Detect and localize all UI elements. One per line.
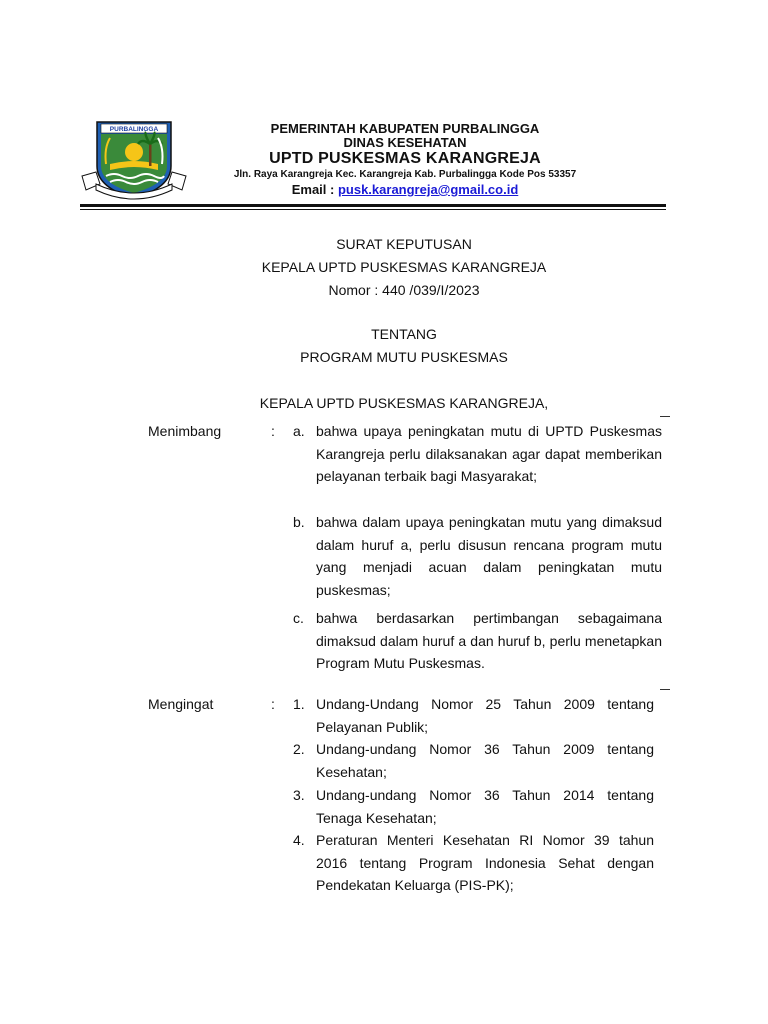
document-type: SURAT KEPUTUSAN	[336, 236, 472, 252]
margin-mark	[660, 689, 670, 690]
mengingat-label: Mengingat	[148, 696, 214, 712]
mengingat-marker-1: 1.	[293, 696, 305, 712]
menimbang-marker-b: b.	[293, 514, 305, 530]
letterhead-divider-thin	[80, 209, 666, 210]
letterhead-government: PEMERINTAH KABUPATEN PURBALINGGA	[270, 121, 540, 136]
menimbang-marker-c: c.	[293, 610, 304, 626]
logo-band-text: PURBALINGGA	[109, 126, 159, 133]
letterhead-address: Jln. Raya Karangreja Kec. Karangreja Kab. Purbalingga Kode Pos 53357	[233, 169, 577, 180]
letterhead-divider-thick	[80, 204, 666, 207]
purbalingga-coat-of-arms-logo	[80, 118, 188, 202]
mengingat-marker-4: 4.	[293, 832, 305, 848]
mengingat-marker-3: 3.	[293, 787, 305, 803]
mengingat-item-1: Undang-Undang Nomor 25 Tahun 2009 tentang Pelayanan Publik;	[316, 696, 654, 735]
menimbang-label: Menimbang	[148, 423, 222, 439]
email-link[interactable]: pusk.karangreja@gmail.co.id	[337, 182, 519, 197]
mengingat-marker-2: 2.	[293, 741, 305, 757]
about-heading: TENTANG	[371, 326, 437, 342]
mengingat-item-4: Peraturan Menteri Kesehatan RI Nomor 39 tahun 2016 tentang Program Indonesia Sehat dengan Pendekatan Keluarga (PIS-PK);	[316, 832, 654, 894]
menimbang-item-c: bahwa berdasarkan pertimbangan sebagaimana dimaksud dalam huruf a dan huruf b, perlu menetapkan Program Mutu Puskesmas.	[316, 610, 662, 672]
menimbang-item-a: bahwa upaya peningkatan mutu di UPTD Puskesmas Karangreja perlu dilaksanakan agar dapat memberikan pelayanan terbaik bagi Masyarakat;	[316, 423, 662, 485]
letterhead-email-line	[200, 182, 610, 197]
issuer-title: KEPALA UPTD PUSKESMAS KARANGREJA	[261, 259, 547, 275]
signatory-heading: KEPALA UPTD PUSKESMAS KARANGREJA,	[259, 395, 549, 411]
document-subject: PROGRAM MUTU PUSKESMAS	[300, 349, 508, 365]
letterhead	[200, 121, 610, 197]
menimbang-marker-a: a.	[293, 423, 305, 439]
letterhead-department: DINAS KESEHATAN	[343, 135, 467, 150]
document-number: Nomor : 440 /039/I/2023	[328, 282, 480, 298]
mengingat-colon: :	[271, 696, 275, 712]
letterhead-institution: UPTD PUSKESMAS KARANGREJA	[269, 150, 541, 167]
email-label: Email :	[291, 182, 335, 197]
mengingat-item-3: Undang-undang Nomor 36 Tahun 2014 tentang Tenaga Kesehatan;	[316, 787, 654, 826]
margin-mark	[660, 416, 670, 417]
mengingat-item-2: Undang-undang Nomor 36 Tahun 2009 tentang Kesehatan;	[316, 741, 654, 780]
menimbang-colon: :	[271, 423, 275, 439]
menimbang-item-b: bahwa dalam upaya peningkatan mutu yang dimaksud dalam huruf a, perlu disusun rencana program mutu yang menjadi acuan dalam peningkatan mutu puskesmas;	[316, 514, 662, 599]
